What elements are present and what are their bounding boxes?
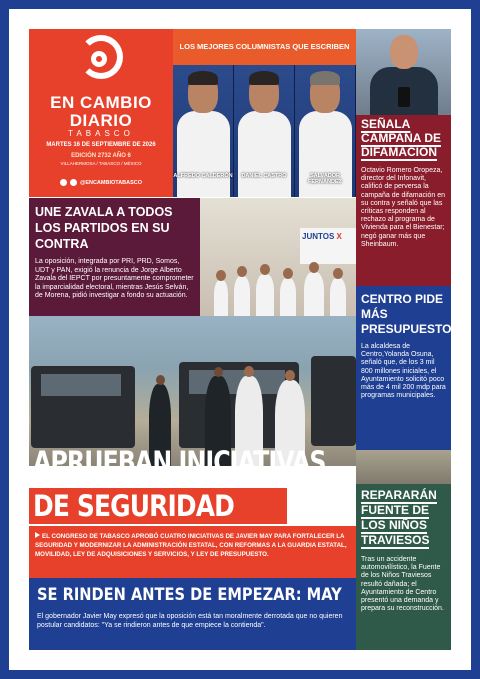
- fuente-photo: [356, 450, 451, 484]
- main-headline-line1: APRUEBAN INICIATIVAS: [33, 445, 326, 479]
- story-zavala-body: La oposición, integrada por PRI, PRD, Somos, UDT y PAN, exigió la renuncia de Jorge Alberto Zavala del IEPCT por presuntamente comprometer la imparcialidad electoral, mientras Jesús Selván, de Morena, pidió investigar a fondo su actuación.: [35, 258, 194, 300]
- story-rinden[interactable]: [29, 578, 356, 650]
- x-icon: [70, 179, 77, 186]
- story-difamacion[interactable]: [356, 115, 451, 286]
- masthead-social-handle: @ENCAMBIOTABASCO: [79, 179, 143, 186]
- zavala-photo-sign: JUNTOS X: [300, 228, 356, 264]
- story-difamacion-headline: SEÑALA CAMPAÑA DE DIFAMACIÓN: [361, 117, 441, 159]
- masthead-social: [29, 179, 173, 186]
- masthead-location: VILLAHERMOSA / TABASCO / MÉXICO: [60, 161, 142, 166]
- columnist-card[interactable]: [173, 65, 234, 197]
- story-rinden-headline: SE RINDEN ANTES DE EMPEZAR: MAY: [37, 585, 342, 605]
- story-centro-headline: CENTRO PIDE MÁS PRESUPUESTO: [361, 292, 452, 336]
- masthead-edition: EDICIÓN 2732 AÑO 6: [71, 153, 131, 159]
- masthead-title-line2: DIARIO: [69, 111, 133, 130]
- masthead: [29, 29, 173, 197]
- zavala-photo: [200, 198, 356, 316]
- story-rinden-body: El gobernador Javier May expresó que la oposición está tan moralmente derrotada que no quieren postular candidatos: "Ya se rindieron antes de que empiece la contienda".: [37, 613, 343, 629]
- story-centro[interactable]: [356, 286, 451, 450]
- story-fuente-body: Tras un accidente automovilístico, la Fuente de los Niños Traviesos resultó dañada; el Ayuntamiento de Centro presentó una demanda y prepara su reconstrucción.: [361, 556, 444, 613]
- top-right-photo: [356, 29, 451, 115]
- columnist-name: SALVADOR FERNÁNDEZ: [308, 173, 342, 185]
- facebook-icon: [60, 179, 67, 186]
- masthead-date: MARTES 16 DE SEPTIEMBRE DE 2026: [46, 142, 156, 148]
- story-fuente[interactable]: [356, 484, 451, 650]
- story-difamacion-body: Octavio Romero Oropeza, director del Infonavit, calificó de perversa la campaña de difamación en su contra y señaló que las críticas responden al rechazo al programa de Vivienda para el Bienestar; negó ganar más que Sheinbaum.: [361, 167, 446, 248]
- main-headline[interactable]: [29, 442, 356, 526]
- masthead-title-line1: EN CAMBIO: [50, 93, 152, 112]
- masthead-title-line3: TABASCO: [68, 129, 134, 138]
- columnist-card[interactable]: [234, 65, 295, 197]
- main-subhead-box: [29, 526, 356, 578]
- main-subhead: EL CONGRESO DE TABASCO APROBÓ CUATRO INICIATIVAS DE JAVIER MAY PARA FORTALECER LA SEGURIDAD Y MODERNIZAR LA ADMINISTRACIÓN ESTATAL, CON REFORMAS A LA GUARDIA ESTATAL, MOVILIDAD, LEY DE ADQUISICIONES Y SERVICIOS, Y LEY DE PRESUPUESTO.: [35, 533, 347, 558]
- triangle-bullet-icon: [35, 532, 40, 538]
- columnist-name: ALFREDO CALDERÓN: [173, 173, 233, 179]
- columnist-name: DANIEL CASTRO: [241, 173, 287, 179]
- story-centro-body: La alcaldesa de Centro,Yolanda Osuna, señaló que, de los 3 mil 800 millones iniciales, el Ayuntamiento solicitó poco más de 4 mil 200 mdp para programas municipales.: [361, 343, 446, 400]
- logo-icon: [79, 35, 123, 79]
- story-fuente-headline: REPARARÁN FUENTE DE LOS NIÑOS TRAVIESOS: [361, 488, 437, 547]
- columnists-bar: LOS MEJORES COLUMNISTAS QUE ESCRIBEN: [173, 29, 356, 65]
- columnist-card[interactable]: [295, 65, 356, 197]
- story-zavala-headline: UNE ZAVALA A TODOS LOS PARTIDOS EN SU CONTRA: [35, 205, 173, 251]
- story-zavala[interactable]: [29, 198, 200, 316]
- main-headline-band: [29, 488, 287, 524]
- main-headline-line2: DE SEGURIDAD: [33, 489, 235, 523]
- columnists-strip: [173, 65, 356, 197]
